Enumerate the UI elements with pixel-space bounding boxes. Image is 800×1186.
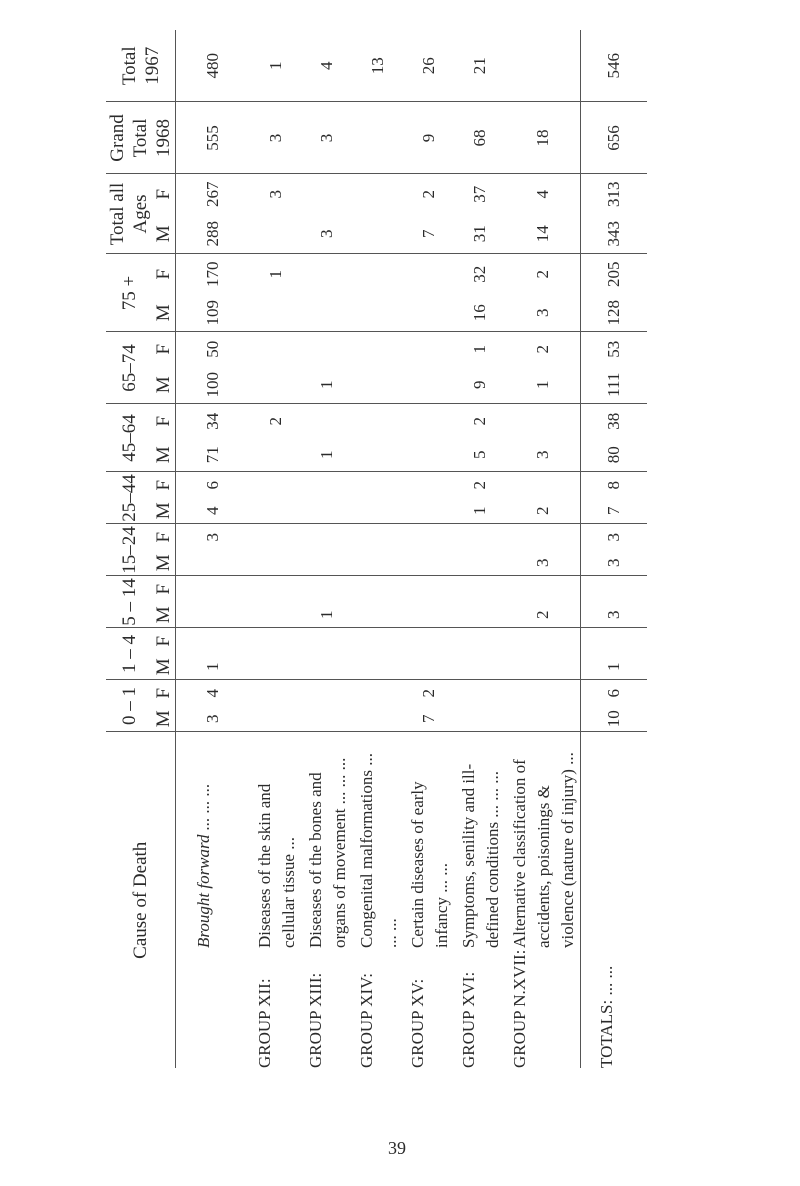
count-cell — [301, 706, 352, 732]
total-count-cell: 313 — [581, 174, 648, 214]
count-cell — [250, 366, 301, 404]
count-cell — [454, 524, 505, 550]
cause-label: Certain diseases of early infancy ... ... — [408, 781, 451, 948]
count-cell — [352, 174, 403, 214]
header-cause: Cause of Death — [106, 732, 176, 1068]
totals-row — [581, 30, 648, 1068]
cause-label: Brought forward ... ... ... — [194, 783, 213, 948]
count-cell: 3 — [316, 229, 336, 238]
count-cell — [301, 628, 352, 654]
sex-f: F — [152, 628, 176, 654]
count-cell — [301, 576, 352, 602]
cause-cell — [176, 732, 251, 1068]
count-cell — [505, 576, 581, 602]
count-cell: 3 — [532, 558, 552, 567]
count-cell — [403, 438, 454, 472]
sex-m: M — [153, 606, 174, 624]
count-cell — [352, 524, 403, 550]
count-cell — [301, 254, 352, 294]
header-age-65-74: 65–74 — [106, 332, 152, 404]
total-count-cell: 53 — [581, 332, 648, 366]
total-count-cell: 128 — [581, 294, 648, 332]
total-1967-cell — [505, 30, 581, 102]
table-body — [176, 30, 648, 1068]
count-cell: 3 — [250, 174, 301, 214]
count-cell — [505, 524, 581, 550]
total-count-cell: 80 — [581, 438, 648, 472]
cause-label: Diseases of the bones and organs of movement ... ... ... — [306, 757, 349, 948]
total-count-cell: 343 — [581, 214, 648, 254]
total-count-cell: 3 — [581, 524, 648, 550]
count-cell: 3 — [532, 308, 552, 317]
count-cell: 50 — [176, 332, 251, 366]
count-cell: 6 — [176, 472, 251, 498]
count-cell — [301, 498, 352, 524]
count-cell: 288 — [203, 221, 222, 247]
count-cell — [301, 404, 352, 438]
count-cell — [301, 174, 352, 214]
header-grand-total: Grand Total 1968 — [106, 102, 176, 174]
count-cell: 2 — [505, 254, 581, 294]
count-cell: 16 — [469, 304, 489, 322]
cause-label: Diseases of the skin and cellular tissue ... — [255, 783, 298, 948]
total-count-cell: 8 — [581, 472, 648, 498]
cause-cell — [454, 732, 505, 1068]
header-total-1967: Total 1967 — [106, 30, 176, 102]
count-cell: 2 — [250, 404, 301, 438]
cause-cell — [352, 732, 403, 1068]
cause-label: Alternative classification of accidents, poisonings & violence (nature of injury) ... — [510, 752, 577, 948]
cause-label: Congenital malformations ... ... ... — [357, 753, 400, 948]
count-cell — [505, 472, 581, 498]
count-cell: 31 — [469, 225, 489, 243]
count-cell: 2 — [505, 332, 581, 366]
count-cell — [352, 654, 403, 680]
count-cell — [352, 498, 403, 524]
rotated-table-container — [106, 46, 626, 1068]
count-cell — [301, 524, 352, 550]
sex-f: F — [152, 524, 176, 550]
total-count-cell: 7 — [581, 498, 648, 524]
count-cell — [454, 550, 505, 576]
group-label: GROUP XIV: — [357, 973, 376, 1068]
count-cell — [250, 706, 301, 732]
grand-total-cell: 9 — [403, 102, 454, 174]
count-cell: 4 — [203, 506, 222, 515]
total-count-cell: 205 — [581, 254, 648, 294]
count-cell — [250, 214, 301, 254]
total-count-cell: 6 — [581, 680, 648, 706]
count-cell: 34 — [176, 404, 251, 438]
table-row — [505, 30, 581, 1068]
total-count-cell — [581, 628, 648, 654]
sex-m: M — [153, 376, 174, 394]
count-cell — [250, 680, 301, 706]
count-cell — [505, 654, 581, 680]
count-cell: 1 — [250, 254, 301, 294]
count-cell — [505, 628, 581, 654]
header-row-age-groups — [106, 30, 152, 1068]
sex-f: F — [152, 404, 176, 438]
count-cell: 100 — [203, 372, 222, 398]
count-cell — [301, 332, 352, 366]
count-cell — [505, 706, 581, 732]
count-cell — [403, 254, 454, 294]
count-cell: 9 — [469, 380, 489, 389]
count-cell — [250, 602, 301, 628]
count-cell — [454, 602, 505, 628]
count-cell: 5 — [469, 450, 489, 459]
count-cell: 2 — [403, 174, 454, 214]
table-row — [250, 30, 301, 1068]
count-cell — [352, 438, 403, 472]
count-cell — [454, 576, 505, 602]
header-total-all-ages: Total all Ages — [106, 174, 152, 254]
count-cell — [352, 472, 403, 498]
total-count-cell — [581, 576, 648, 602]
page-number: 39 — [388, 1138, 406, 1158]
count-cell — [250, 438, 301, 472]
count-cell: 3 — [203, 714, 222, 723]
count-cell — [250, 472, 301, 498]
table-row — [176, 30, 251, 1068]
count-cell: 170 — [176, 254, 251, 294]
count-cell — [403, 602, 454, 628]
total-count-cell: 10 — [581, 706, 648, 732]
sex-f: F — [152, 680, 176, 706]
count-cell: 71 — [203, 446, 222, 464]
count-cell: 2 — [403, 680, 454, 706]
count-cell — [403, 366, 454, 404]
count-cell: 4 — [505, 174, 581, 214]
grand-total-cell: 3 — [250, 102, 301, 174]
total-1967-cell: 26 — [418, 57, 438, 75]
sex-m: M — [153, 225, 174, 243]
count-cell — [403, 550, 454, 576]
cause-cell — [403, 732, 454, 1068]
count-cell — [176, 550, 251, 576]
group-label: GROUP XII: — [255, 978, 274, 1068]
count-cell: 4 — [176, 680, 251, 706]
count-cell: 32 — [454, 254, 505, 294]
count-cell — [301, 294, 352, 332]
grand-total-cell — [352, 102, 403, 174]
count-cell — [352, 332, 403, 366]
sex-f: F — [152, 576, 176, 602]
sex-m: M — [153, 446, 174, 464]
count-cell — [454, 680, 505, 706]
total-count-cell: 3 — [581, 602, 648, 628]
count-cell — [403, 628, 454, 654]
count-cell — [250, 294, 301, 332]
group-label: GROUP XIII: — [306, 972, 325, 1068]
count-cell: 1 — [316, 450, 336, 459]
sex-m: M — [153, 304, 174, 322]
total-1967-cell: 1 — [265, 61, 285, 70]
group-label: GROUP XV: — [408, 978, 427, 1068]
count-cell — [176, 602, 251, 628]
count-cell — [250, 498, 301, 524]
count-cell — [352, 404, 403, 438]
total-count-cell: 3 — [581, 550, 648, 576]
count-cell: 109 — [203, 300, 222, 326]
count-cell — [250, 524, 301, 550]
count-cell — [352, 366, 403, 404]
count-cell: 1 — [454, 332, 505, 366]
count-cell — [250, 550, 301, 576]
count-cell: 267 — [176, 174, 251, 214]
count-cell — [250, 332, 301, 366]
count-cell — [454, 706, 505, 732]
count-cell — [454, 654, 505, 680]
cause-cell — [301, 732, 352, 1068]
count-cell — [250, 654, 301, 680]
count-cell: 2 — [532, 506, 552, 515]
count-cell: 14 — [532, 225, 552, 243]
grand-total-cell: 555 — [176, 102, 251, 174]
count-cell — [352, 680, 403, 706]
count-cell — [454, 628, 505, 654]
count-cell — [505, 680, 581, 706]
count-cell: 2 — [454, 404, 505, 438]
total-1967-cell: 480 — [203, 52, 222, 79]
sex-f: F — [152, 472, 176, 498]
count-cell — [505, 404, 581, 438]
total-count-cell: 1 — [581, 654, 648, 680]
sex-f: F — [152, 174, 176, 214]
sex-m: M — [153, 554, 174, 572]
count-cell — [301, 680, 352, 706]
totals-label: TOTALS: ... ... — [581, 732, 648, 1068]
count-cell: 1 — [532, 380, 552, 389]
grand-total-cell: 18 — [505, 102, 581, 174]
group-label: GROUP XVI: — [459, 971, 478, 1068]
group-label: GROUP N.XVII: — [510, 949, 529, 1068]
cause-cell — [250, 732, 301, 1068]
count-cell — [403, 576, 454, 602]
count-cell — [176, 628, 251, 654]
count-cell — [301, 654, 352, 680]
table-row — [301, 30, 352, 1068]
count-cell — [403, 498, 454, 524]
mortality-table — [106, 30, 647, 1068]
count-cell: 7 — [418, 229, 438, 238]
header-age-45-64: 45–64 — [106, 404, 152, 472]
count-cell — [352, 294, 403, 332]
header-age-25-44: 25–44 — [106, 472, 152, 524]
count-cell: 1 — [316, 380, 336, 389]
grand-total-cell: 656 — [581, 102, 648, 174]
header-age-5-14: 5 – 14 — [106, 576, 152, 628]
count-cell: 1 — [469, 506, 489, 515]
header-age-0-1: 0 – 1 — [106, 680, 152, 732]
count-cell — [352, 628, 403, 654]
count-cell — [403, 654, 454, 680]
sex-m: M — [153, 658, 174, 676]
count-cell — [403, 524, 454, 550]
count-cell — [403, 404, 454, 438]
count-cell — [352, 550, 403, 576]
count-cell — [352, 602, 403, 628]
total-1967-cell: 546 — [581, 30, 648, 102]
sex-m: M — [153, 710, 174, 728]
table-row — [403, 30, 454, 1068]
count-cell — [176, 576, 251, 602]
count-cell — [352, 576, 403, 602]
count-cell: 7 — [418, 714, 438, 723]
header-age-75-plus: 75 + — [106, 254, 152, 332]
total-1967-cell: 13 — [367, 57, 387, 75]
count-cell — [352, 254, 403, 294]
count-cell: 37 — [454, 174, 505, 214]
grand-total-cell: 3 — [301, 102, 352, 174]
count-cell: 2 — [532, 610, 552, 619]
count-cell — [250, 576, 301, 602]
sex-m: M — [153, 502, 174, 520]
count-cell: 3 — [532, 450, 552, 459]
total-count-cell: 111 — [581, 366, 648, 404]
cause-cell — [505, 732, 581, 1068]
total-1967-cell: 21 — [469, 57, 489, 75]
total-1967-cell: 4 — [316, 61, 336, 70]
count-cell: 1 — [316, 610, 336, 619]
count-cell — [403, 332, 454, 366]
sex-f: F — [152, 254, 176, 294]
count-cell — [301, 550, 352, 576]
grand-total-cell: 68 — [454, 102, 505, 174]
count-cell: 1 — [203, 662, 222, 671]
header-age-15-24: 15–24 — [106, 524, 152, 576]
count-cell — [352, 706, 403, 732]
count-cell: 3 — [176, 524, 251, 550]
count-cell — [301, 472, 352, 498]
table-row — [352, 30, 403, 1068]
table-row — [454, 30, 505, 1068]
count-cell: 2 — [454, 472, 505, 498]
sex-f: F — [152, 332, 176, 366]
count-cell — [403, 294, 454, 332]
header-age-1-4: 1 – 4 — [106, 628, 152, 680]
count-cell — [250, 628, 301, 654]
count-cell — [352, 214, 403, 254]
count-cell — [403, 472, 454, 498]
total-count-cell: 38 — [581, 404, 648, 438]
cause-label: Symptoms, senility and ill-defined conditions ... ... ... — [459, 763, 502, 948]
